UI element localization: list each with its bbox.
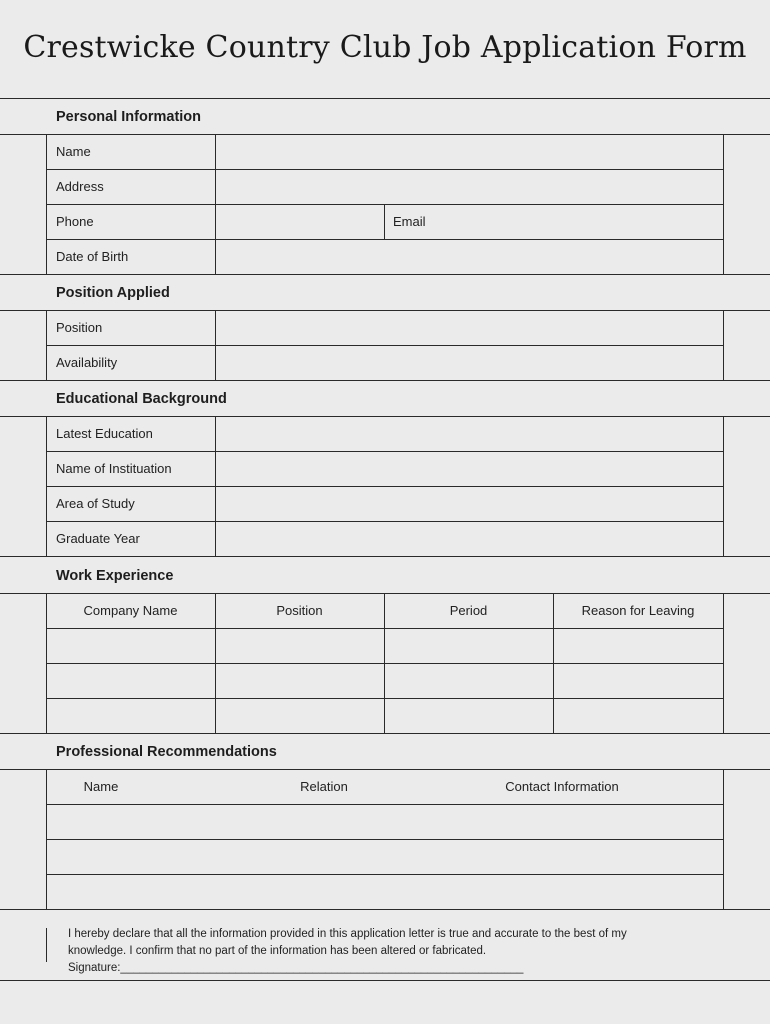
recommendation-row-2[interactable] — [47, 840, 723, 874]
declaration-bar — [46, 928, 47, 962]
dob-label: Date of Birth — [56, 249, 129, 264]
work-col-period: Period — [449, 603, 488, 618]
table-border — [46, 416, 47, 556]
latest-education-field[interactable] — [216, 417, 723, 451]
area-of-study-field[interactable] — [216, 487, 723, 521]
rec-col-name: Name — [83, 779, 119, 794]
section-title-work: Work Experience — [56, 568, 174, 584]
work-row-2[interactable] — [47, 664, 723, 698]
divider — [0, 98, 770, 99]
section-title-recommendations: Professional Recommendations — [56, 744, 277, 760]
graduate-year-label: Graduate Year — [56, 531, 140, 546]
recommendation-row-3[interactable] — [47, 875, 723, 909]
rec-col-relation: Relation — [300, 779, 348, 794]
divider — [0, 909, 770, 910]
latest-education-label: Latest Education — [56, 426, 153, 441]
work-col-company: Company Name — [83, 603, 178, 618]
declaration-line-2: knowledge. I confirm that no part of the information has been altered or fabricated. — [68, 945, 487, 957]
address-label: Address — [56, 179, 104, 194]
table-border — [723, 310, 724, 380]
email-label: Email — [393, 214, 426, 229]
signature-line[interactable]: Signature:_______________________________________________________________ — [68, 962, 524, 974]
availability-field[interactable] — [216, 346, 723, 380]
table-border — [723, 416, 724, 556]
table-border — [723, 134, 724, 274]
area-of-study-label: Area of Study — [56, 496, 135, 511]
institution-label: Name of Instituation — [56, 461, 172, 476]
table-border — [723, 769, 724, 909]
institution-field[interactable] — [216, 452, 723, 486]
section-title-personal: Personal Information — [56, 109, 202, 125]
divider — [0, 380, 770, 381]
work-col-position: Position — [276, 603, 323, 618]
work-row-3[interactable] — [47, 699, 723, 733]
phone-field[interactable] — [216, 205, 384, 239]
section-title-education: Educational Background — [56, 391, 227, 407]
divider — [0, 556, 770, 557]
divider — [0, 733, 770, 734]
dob-field[interactable] — [216, 240, 723, 274]
position-label: Position — [56, 320, 103, 335]
declaration-text — [68, 926, 718, 977]
work-col-reason: Reason for Leaving — [581, 603, 695, 618]
name-label: Name — [56, 144, 91, 159]
work-row-1[interactable] — [47, 629, 723, 663]
rec-col-contact: Contact Information — [505, 779, 619, 794]
table-border — [384, 204, 385, 239]
table-border — [723, 593, 724, 733]
position-field[interactable] — [216, 311, 723, 345]
divider — [0, 980, 770, 981]
name-field[interactable] — [216, 135, 723, 169]
divider — [0, 593, 770, 594]
graduate-year-field[interactable] — [216, 522, 723, 556]
form-title: Crestwicke Country Club Job Application Form — [23, 30, 747, 65]
recommendation-row-1[interactable] — [47, 805, 723, 839]
table-border — [46, 310, 47, 380]
section-title-position: Position Applied — [56, 285, 170, 301]
availability-label: Availability — [56, 355, 118, 370]
phone-label: Phone — [56, 214, 94, 229]
declaration-line-1: I hereby declare that all the information provided in this application letter is true and accurate to the best of my — [68, 928, 627, 940]
divider — [0, 769, 770, 770]
address-field[interactable] — [216, 170, 723, 204]
divider — [0, 274, 770, 275]
table-border — [46, 134, 47, 274]
